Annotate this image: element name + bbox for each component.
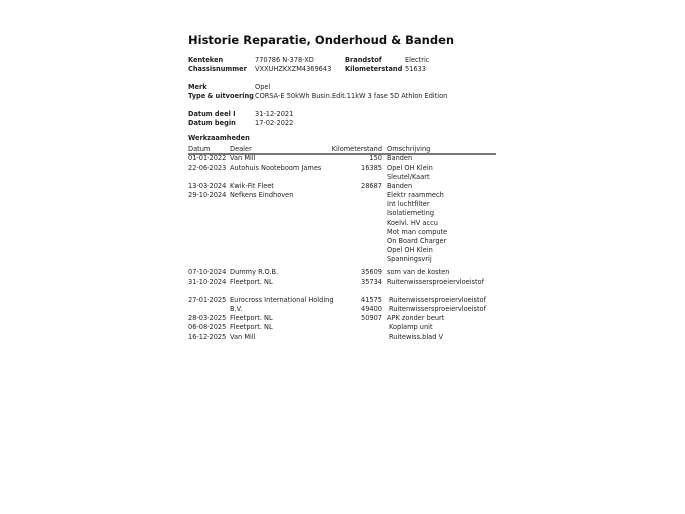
row-kilometerstand: 50907 xyxy=(361,314,382,322)
datum-deel-label: Datum deel I xyxy=(188,110,236,118)
row-omschrijving: Ruitenwissersproeiervloeistof xyxy=(389,305,486,313)
row-dealer: Fleetport. NL xyxy=(230,278,273,286)
datum-deel-value: 31-12-2021 xyxy=(255,110,294,118)
row-dealer: Van Mill xyxy=(230,333,256,341)
row-datum: 06-08-2025 xyxy=(188,323,227,331)
row-omschrijving: Banden xyxy=(387,154,413,162)
kenteken-label: Kenteken xyxy=(188,56,224,64)
row-omschrijving: Banden xyxy=(387,182,413,190)
column-header-omschrijving: Omschrijving xyxy=(387,145,431,153)
row-dealer: Van Mill xyxy=(230,154,256,162)
row-omschrijving: Ruitewiss.blad V xyxy=(389,333,443,341)
kenteken-value: 770786 N-378-XD xyxy=(255,56,314,64)
km-value: 51633 xyxy=(405,65,426,73)
row-dealer: Fleetport. NL xyxy=(230,323,273,331)
chassis-label: Chassisnummer xyxy=(188,65,247,73)
column-header-dealer: Dealer xyxy=(230,145,252,153)
row-datum: 28-03-2025 xyxy=(188,314,227,322)
row-datum: 27-01-2025 xyxy=(188,296,227,304)
row-dealer: Autohuis Nooteboom James xyxy=(230,164,322,172)
row-omschrijving: Ruitenwissersproeiervloeistof xyxy=(389,296,486,304)
row-omschrijving: Ruitenwissersproeiervloeistof xyxy=(387,278,484,286)
row-dealer: Fleetport. NL xyxy=(230,314,273,322)
row-omschrijving: Sleutel/Kaart xyxy=(387,173,430,182)
column-header-datum: Datum xyxy=(188,145,211,153)
werkzaamheden-heading: Werkzaamheden xyxy=(188,134,250,142)
datum-begin-label: Datum begin xyxy=(188,119,236,127)
type-value: CORSA-E 50kWh Busin.Edit.11kW 3 fase 5D Athlon Edition xyxy=(255,92,448,100)
row-dealer: Kwik-Fit Fleet xyxy=(230,182,274,190)
row-omschrijving: Mot man compute xyxy=(387,227,448,236)
row-omschrijving: Opel OH Klein xyxy=(387,164,433,172)
type-label: Type & uitvoering xyxy=(188,92,254,100)
row-kilometerstand: 35734 xyxy=(361,278,382,286)
column-header-kilometerstand: Kilometerstand xyxy=(331,145,382,153)
row-kilometerstand: 16385 xyxy=(361,164,382,172)
page-title: Historie Reparatie, Onderhoud & Banden xyxy=(188,33,455,47)
row-kilometerstand: 28687 xyxy=(361,182,382,190)
row-omschrijving: Opel OH Klein xyxy=(387,246,433,255)
row-datum: 16-12-2025 xyxy=(188,333,227,341)
row-datum: 29-10-2024 xyxy=(188,191,227,199)
row-omschrijving: Elektr raammech xyxy=(387,191,444,199)
brandstof-label: Brandstof xyxy=(345,56,382,64)
row-kilometerstand: 41575 xyxy=(361,296,382,304)
row-omschrijving: Isolatiemeting xyxy=(387,209,435,218)
row-dealer: Dummy R.O.B. xyxy=(230,268,279,276)
row-datum: 31-10-2024 xyxy=(188,278,227,286)
row-omschrijving: som van de kosten xyxy=(387,268,450,276)
datum-begin-value: 17-02-2022 xyxy=(255,119,294,127)
merk-value: Opel xyxy=(255,83,271,91)
row-omschrijving: Spanningsvrij xyxy=(387,255,432,264)
row-dealer: Nefkens Eindhoven xyxy=(230,191,294,199)
merk-label: Merk xyxy=(188,83,207,91)
row-kilometerstand: 49400 xyxy=(361,305,382,313)
row-omschrijving: APK zonder beurt xyxy=(387,314,445,322)
row-datum: 22-06-2023 xyxy=(188,164,227,172)
row-omschrijving: Koplamp unit xyxy=(389,323,433,331)
row-datum: 01-01-2022 xyxy=(188,154,227,162)
row-dealer: Eurocross International Holding xyxy=(230,296,334,304)
row-omschrijving: Int luchtfilter xyxy=(387,200,430,209)
chassis-value: VXXUHZKXZM4369643 xyxy=(255,65,332,73)
brandstof-value: Electric xyxy=(405,56,430,64)
row-omschrijving: On Board Charger xyxy=(387,237,447,245)
row-kilometerstand: 150 xyxy=(369,154,382,162)
row-datum: 07-10-2024 xyxy=(188,268,227,276)
row-dealer: B.V. xyxy=(230,305,243,313)
km-label: Kilometerstand xyxy=(345,65,403,73)
row-kilometerstand: 35609 xyxy=(361,268,382,276)
row-datum: 13-03-2024 xyxy=(188,182,227,190)
row-omschrijving: Koelvl. HV accu xyxy=(387,218,438,227)
